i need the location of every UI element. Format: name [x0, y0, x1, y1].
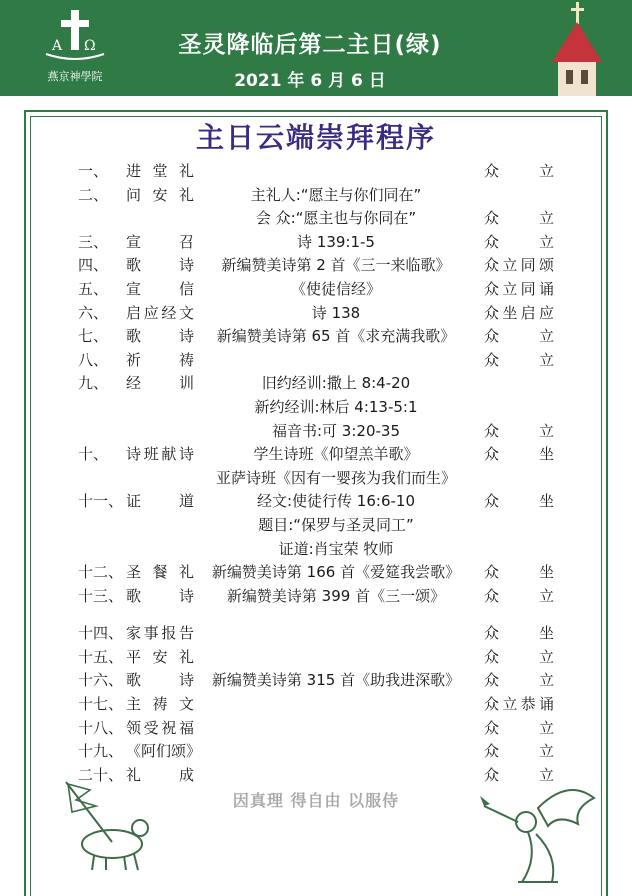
- lamb-with-banner-icon: [46, 772, 156, 872]
- item-posture: 众立: [484, 162, 554, 180]
- seminary-logo: [40, 8, 110, 86]
- program-item: [0, 207, 632, 231]
- item-posture: 众坐: [484, 624, 554, 643]
- item-number: 十三、: [78, 586, 124, 605]
- item-posture: 众坐: [484, 445, 554, 464]
- item-detail: 亚萨诗班《因有一婴孩为我们而生》: [215, 468, 456, 487]
- item-name: 宣召: [126, 232, 194, 251]
- program-item: [0, 717, 632, 741]
- item-posture: 众立: [484, 765, 554, 784]
- church-steeple-icon: [544, 0, 614, 96]
- item-posture: 众立同诵: [484, 279, 554, 298]
- item-number: 八、: [78, 350, 109, 369]
- program-item: [0, 302, 632, 326]
- item-number: 四、: [78, 256, 109, 275]
- item-posture: 众坐: [484, 492, 554, 511]
- program-item: [0, 608, 632, 622]
- item-number: 十五、: [78, 647, 124, 666]
- item-name: 主祷文: [126, 695, 194, 714]
- item-posture: 众立: [484, 671, 554, 690]
- item-posture: 众立: [484, 742, 554, 761]
- program-item: [0, 372, 632, 396]
- program-item: [0, 514, 632, 538]
- seminary-motto: 因真理 得自由 以服侍: [232, 791, 400, 810]
- program-item: [0, 160, 632, 184]
- program-item: [0, 490, 632, 514]
- item-number: 九、: [78, 374, 109, 393]
- item-name: 诗班献诗: [126, 445, 194, 464]
- item-detail: 新编赞美诗第 2 首《三一来临歌》: [221, 256, 451, 275]
- item-posture: 众坐: [484, 563, 554, 582]
- item-posture: 众立恭诵: [484, 695, 554, 714]
- program-item: [0, 538, 632, 562]
- item-posture: 众立: [484, 586, 554, 605]
- angel-trumpet-icon: [478, 778, 598, 888]
- item-number: 十九、: [78, 742, 124, 761]
- item-detail: 诗 139:1-5: [297, 232, 375, 251]
- program-list: [0, 160, 632, 787]
- item-posture: 众立: [484, 718, 554, 737]
- item-name: 礼成: [126, 765, 194, 784]
- program-item: [0, 561, 632, 585]
- item-number: 六、: [78, 303, 109, 322]
- item-posture: 众立: [484, 232, 554, 251]
- item-name: 歌诗: [126, 256, 194, 275]
- cross-alpha-omega-logo-icon: [40, 8, 110, 66]
- program-item: [0, 740, 632, 764]
- item-detail: 诗 138: [311, 303, 361, 322]
- program-item: [0, 278, 632, 302]
- item-posture: 众立: [484, 647, 554, 666]
- item-detail: 新编赞美诗第 399 首《三一颂》: [226, 586, 446, 605]
- item-name: 启应经文: [126, 303, 194, 322]
- program-item: [0, 585, 632, 609]
- program-item: [0, 646, 632, 670]
- program-item: [0, 693, 632, 717]
- item-number: 十四、: [78, 624, 124, 643]
- item-detail: 福音书:可 3:20-35: [271, 421, 400, 440]
- item-number: 十、: [78, 445, 109, 464]
- item-detail: 《使徒信经》: [290, 279, 381, 298]
- item-number: 二、: [78, 185, 109, 204]
- item-name: 进堂礼: [126, 162, 194, 180]
- item-number: 十七、: [78, 695, 124, 714]
- item-posture: 众立: [484, 421, 554, 440]
- program-item: [0, 622, 632, 646]
- item-posture: 众立: [484, 209, 554, 228]
- item-name: 祈祷: [126, 350, 194, 369]
- item-detail: 题目:“保罗与圣灵同工”: [258, 515, 414, 534]
- item-name: 宣信: [126, 279, 194, 298]
- item-detail: 旧约经训:撒上 8:4-20: [261, 374, 411, 393]
- program-item: [0, 420, 632, 444]
- item-name: 证道: [126, 492, 194, 511]
- program-item: [0, 184, 632, 208]
- svg-text:Ω: Ω: [84, 38, 96, 54]
- item-posture: 众立同颂: [484, 256, 554, 275]
- item-detail: 学生诗班《仰望羔羊歌》: [253, 445, 419, 464]
- item-detail: 会 众:“愿主也与你同在”: [255, 209, 417, 228]
- item-detail: 新编赞美诗第 65 首《求充满我歌》: [216, 327, 456, 346]
- item-name: 歌诗: [126, 586, 194, 605]
- item-number: 十二、: [78, 563, 124, 582]
- item-number: 十六、: [78, 671, 124, 690]
- item-name: 经训: [126, 374, 194, 393]
- program-item: [0, 443, 632, 467]
- item-posture: 众坐启应: [484, 303, 554, 322]
- service-date: 2021 年 6 月 6 日: [234, 71, 386, 91]
- item-name: 圣餐礼: [126, 563, 194, 582]
- program-item: [0, 254, 632, 278]
- program-item: [0, 231, 632, 255]
- item-number: 二十、: [78, 765, 124, 784]
- item-name: 《阿们颂》: [126, 742, 202, 761]
- item-number: 十八、: [78, 718, 124, 737]
- item-name: 家事报告: [126, 624, 194, 643]
- program-item: [0, 349, 632, 373]
- seminary-name: 燕京神學院: [47, 70, 103, 83]
- item-name: 歌诗: [126, 671, 194, 690]
- item-detail: 新约经训:林后 4:13-5:1: [254, 397, 418, 416]
- item-detail: 新编赞美诗第 166 首《爱筵我尝歌》: [211, 563, 461, 582]
- item-number: 十一、: [78, 492, 124, 511]
- program-item: [0, 396, 632, 420]
- item-posture: 众立: [484, 327, 554, 346]
- program-item: [0, 669, 632, 693]
- program-item: [0, 325, 632, 349]
- item-name: 问安礼: [126, 185, 194, 204]
- liturgical-day-title: 圣灵降临后第二主日(绿): [178, 32, 442, 58]
- program-title: 主日云端崇拜程序: [195, 121, 436, 154]
- item-detail: 新编赞美诗第 315 首《助我进深歌》: [211, 671, 461, 690]
- svg-text:A: A: [52, 38, 63, 54]
- item-detail: 主礼人:“愿主与你们同在”: [250, 185, 422, 204]
- item-detail: 经文:使徒行传 16:6-10: [256, 492, 415, 511]
- item-posture: 众立: [484, 350, 554, 369]
- item-number: 五、: [78, 279, 109, 298]
- item-number: 一、: [78, 162, 109, 180]
- item-number: 三、: [78, 232, 109, 251]
- program-item: [0, 467, 632, 491]
- item-detail: 证道:肖宝荣 牧师: [278, 539, 394, 558]
- item-name: 领受祝福: [126, 718, 194, 737]
- item-name: 歌诗: [126, 327, 194, 346]
- item-number: 七、: [78, 327, 109, 346]
- item-name: 平安礼: [126, 647, 194, 666]
